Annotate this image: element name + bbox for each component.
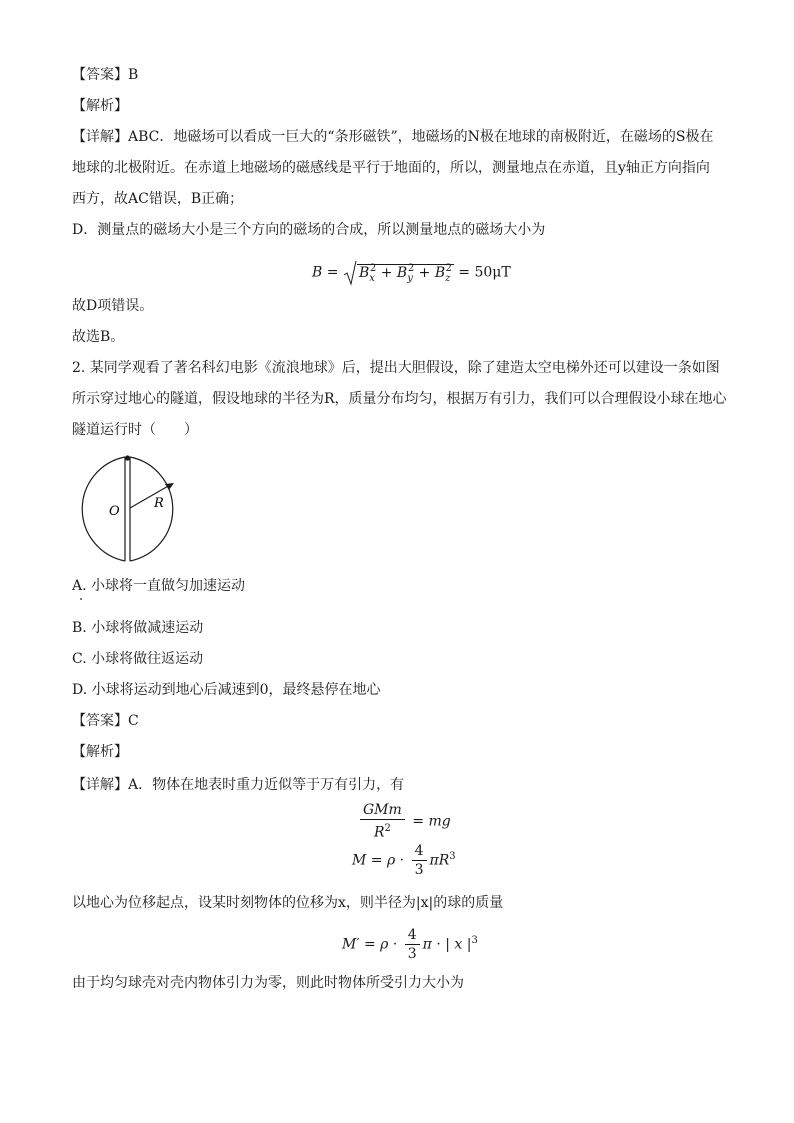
detail-1-line-2: 地球的北极附近。在赤道上地磁场的磁感线是平行于地面的，所以，测量地点在赤道，且y轴正方向指向 (72, 160, 710, 176)
detail-2-line-2: 以地心为位移起点，设某时刻物体的位移为x，则半径为|x|的球的质量 (72, 895, 504, 911)
option-key: C. (72, 651, 87, 667)
center-label: O (109, 504, 120, 519)
detail-1-line-4: D．测量点的磁场大小是三个方向的磁场的合成，所以测量地点的磁场大小为 (72, 222, 546, 238)
formula-magnetic-field: $B = B_x^2 + B_y^2 + B_z^2 = 50\mu T$ (312, 256, 511, 291)
radius-line (130, 485, 170, 508)
question-2-line-1: 2. 某同学观看了著名科幻电影《流浪地球》后，提出大胆假设，除了建造太空电梯外还可以建设一条如图 (72, 360, 720, 376)
option-text: 小球将一直做匀加速运动 (91, 578, 246, 594)
stray-dot (80, 598, 82, 600)
detail-tag: 【详解】 (72, 777, 128, 793)
answer-1 (72, 65, 138, 85)
answer-tag: 【答案】 (72, 67, 128, 83)
option-b (72, 618, 203, 638)
detail-1-line-3: 西方，故AC错误，B正确； (72, 191, 244, 207)
answer-value: C (128, 713, 139, 729)
detail-1-line-1 (72, 127, 714, 147)
option-key: B. (72, 620, 87, 636)
question-2-line-3: 隧道运行时（ ） (72, 422, 198, 438)
option-text: 小球将运动到地心后减速到0，最终悬停在地心 (91, 682, 381, 698)
detail-2-line-1 (72, 775, 404, 795)
analysis-tag: 【解析】 (72, 744, 128, 760)
formula-earth-mass: M = ρ · $\frac{4}{3}$ $\pi R^3$ (352, 843, 456, 878)
formula-gravity: $\frac{\text{GMm}}{R^2}$ = mg (357, 801, 451, 842)
option-a (72, 576, 245, 596)
option-c (72, 649, 203, 669)
answer-value: B (128, 67, 139, 83)
answer-2 (72, 711, 139, 731)
detail-1-line-5: 故D项错误。 (72, 298, 154, 314)
option-text: 小球将做往返运动 (91, 651, 204, 667)
earth-right-arc (130, 457, 173, 561)
sqrt-sign-icon (343, 260, 357, 286)
option-text: 小球将做减速运动 (91, 620, 204, 636)
formula-inner-mass: M′ = ρ · $\frac{4}{3}$ π · | x $|^3$ (342, 927, 478, 962)
ball (125, 455, 130, 460)
option-key: D. (72, 682, 88, 698)
detail-text: ABC．地磁场可以看成一巨大的“条形磁铁”，地磁场的N极在地球的南极附近，在磁场的S极在 (128, 129, 714, 145)
earth-tunnel-diagram (70, 452, 186, 566)
detail-text: A．物体在地表时重力近似等于万有引力，有 (128, 777, 405, 793)
analysis-1-heading (72, 96, 128, 116)
answer-tag: 【答案】 (72, 713, 128, 729)
option-key: A. (72, 578, 87, 594)
question-2-line-2: 所示穿过地心的隧道，假设地球的半径为R，质量分布均匀，根据万有引力，我们可以合理假设小球在地心 (72, 391, 727, 407)
detail-1-line-6: 故选B。 (72, 329, 125, 345)
detail-tag: 【详解】 (72, 129, 128, 145)
radius-label: R (154, 496, 164, 511)
option-d (72, 680, 381, 700)
formula-rhs: = 50μT (458, 264, 511, 281)
analysis-2-heading (72, 742, 128, 762)
analysis-tag: 【解析】 (72, 98, 128, 114)
detail-2-line-3: 由于均匀球壳对壳内物体引力为零，则此时物体所受引力大小为 (72, 975, 464, 991)
formula-lhs: B (312, 264, 323, 281)
